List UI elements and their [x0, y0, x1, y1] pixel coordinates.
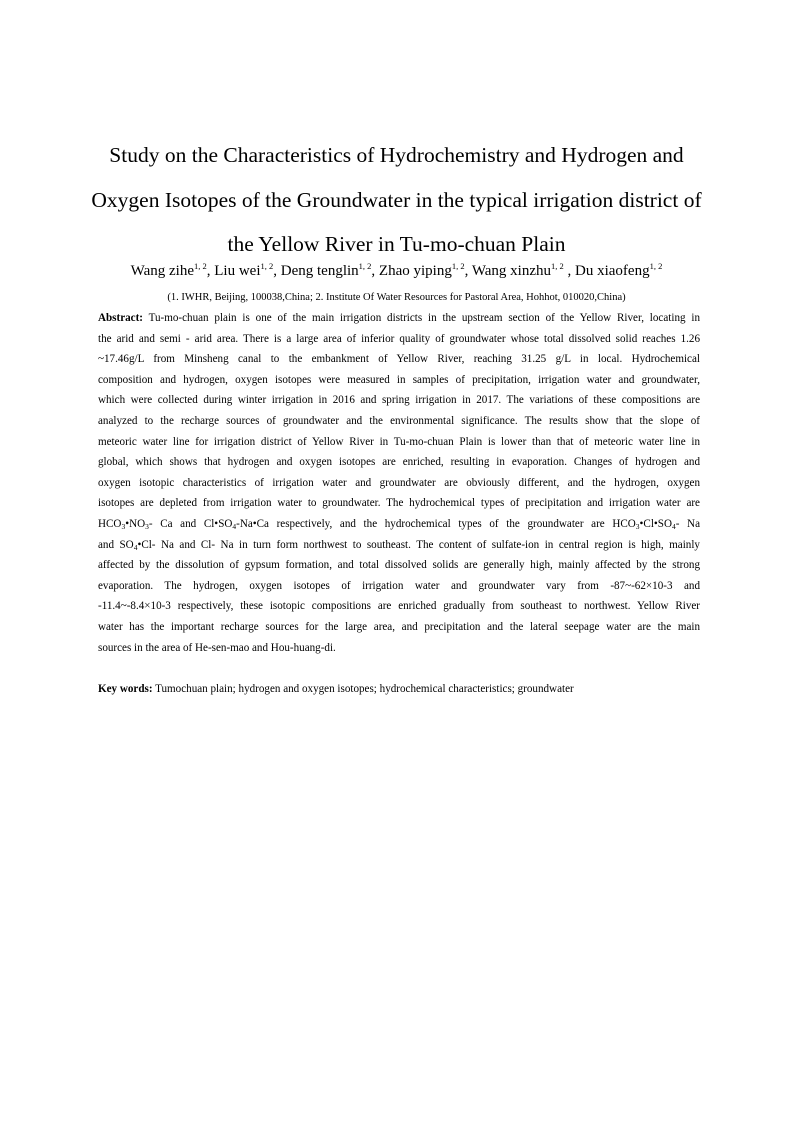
formula-text: -Na•Ca respectively, and the hydrochemical types of the groundwater are HCO	[236, 517, 636, 530]
abstract-line: oxygen isotopic characteristics of irrigation water and groundwater are obviously different, and the hydrogen, oxygen	[98, 476, 700, 489]
author-name: Wang xinzhu	[471, 263, 552, 279]
affiliations: (1. IWHR, Beijing, 100038,China; 2. Institute Of Water Resources for Pastoral Area, Hohhot, 010020,China)	[167, 292, 626, 303]
abstract-line: global, which shows that hydrogen and oxygen isotopes are enriched, resulting in evaporation. Changes of hydrogen and	[98, 456, 700, 469]
author-list	[60, 261, 733, 281]
abstract-line: sources in the area of He-sen-mao and Hou-huang-di.	[98, 641, 336, 654]
formula-subscript: 4	[232, 521, 237, 531]
formula-text: HCO	[98, 517, 122, 530]
abstract-line: which were collected during winter irrigation in 2016 and spring irrigation in 2017. The variations of these compositions are	[98, 394, 700, 407]
author-affiliation-mark: 1, 2	[451, 261, 465, 271]
formula-subscript: 3	[635, 521, 640, 531]
abstract-label: Abstract:	[98, 312, 143, 324]
abstract-line: the arid and semi - arid area. There is a large area of inferior quality of groundwater whose total dissolved solid reaches 1.26	[98, 332, 700, 345]
title-line: Oxygen Isotopes of the Groundwater in the typical irrigation district of	[91, 187, 702, 212]
abstract-line	[98, 308, 700, 329]
author-affiliation-mark: 1, 2	[649, 261, 663, 271]
formula-text: •Cl•SO	[639, 517, 672, 530]
abstract-line: evaporation. The hydrogen, oxygen isotopes of irrigation water and groundwater vary from -87~-62×10-3 and	[98, 579, 700, 592]
author-separator: ,	[371, 263, 379, 279]
keywords-label: Key words:	[98, 683, 153, 695]
author-separator: ,	[206, 263, 215, 279]
abstract-text: Tu-mo-chuan plain is one of the main irrigation districts in the upstream section of the Yellow River, locating in	[142, 312, 700, 324]
keywords-text: Tumochuan plain; hydrogen and oxygen isotopes; hydrochemical characteristics; groundwater	[152, 683, 574, 695]
abstract-line: -11.4~-8.4×10-3 respectively, these isotopic compositions are enriched gradually from southeast to northwest. Yellow River	[98, 600, 700, 613]
abstract-line: water has the important recharge sources for the large area, and precipitation and the lateral seepage water are the main	[98, 620, 700, 633]
abstract-line: isotopes are depleted from irrigation water to groundwater. The hydrochemical types of precipitation and irrigation water are	[98, 497, 700, 510]
author-affiliation-mark: 1, 2	[358, 261, 372, 271]
abstract-line-formula	[98, 514, 700, 535]
formula-text: - Na	[675, 517, 700, 530]
formula-text: - Ca and Cl•SO	[148, 517, 233, 530]
formula-subscript: 3	[145, 521, 149, 531]
abstract	[98, 308, 700, 658]
title-line: the Yellow River in Tu-mo-chuan Plain	[227, 232, 566, 256]
author-affiliation-mark: 1, 2	[260, 261, 274, 271]
author-separator: ,	[464, 263, 472, 279]
abstract-line: composition and hydrogen, oxygen isotopes were measured in samples of precipitation, irrigation water and groundwater,	[98, 373, 700, 386]
author-separator: ,	[273, 263, 281, 279]
author-name: Liu wei	[214, 263, 261, 279]
abstract-line: meteoric water line for irrigation district of Yellow River in Tu-mo-chuan Plain is lower than that of meteoric water line in	[98, 435, 700, 448]
formula-text: •Cl- Na and Cl- Na in turn form northwest to southeast. The content of sulfate-ion in central region is high, mainly	[137, 538, 700, 551]
author-affiliation-mark: 1, 2	[194, 261, 207, 271]
formula-text: •NO	[125, 517, 146, 530]
author-name: Du xiaofeng	[575, 263, 650, 279]
abstract-line: analyzed to the recharge sources of groundwater and the environmental significance. The results show that the slope of	[98, 414, 700, 427]
formula-text: and SO	[98, 538, 134, 551]
abstract-line: affected by the dissolution of gypsum formation, and total dissolved solids are generally high, mainly affected by the strong	[98, 559, 700, 572]
title-line: Study on the Characteristics of Hydrochemistry and Hydrogen and	[109, 143, 684, 167]
abstract-line-formula	[98, 535, 700, 556]
author-separator: ,	[563, 263, 576, 279]
author-name: Deng tenglin	[280, 263, 359, 279]
paper-title	[60, 133, 733, 267]
keywords	[98, 679, 700, 699]
author-affiliation-mark: 1, 2	[551, 261, 564, 271]
formula-subscript: 4	[671, 521, 676, 531]
author-name: Wang zihe	[130, 263, 195, 279]
formula-subscript: 3	[121, 521, 126, 531]
formula-subscript: 4	[133, 542, 138, 552]
author-name: Zhao yiping	[378, 263, 452, 279]
abstract-line: ~17.46g/L from Minsheng canal to the embankment of Yellow River, reaching 31.25 g/L in local. Hydrochemical	[98, 353, 700, 366]
